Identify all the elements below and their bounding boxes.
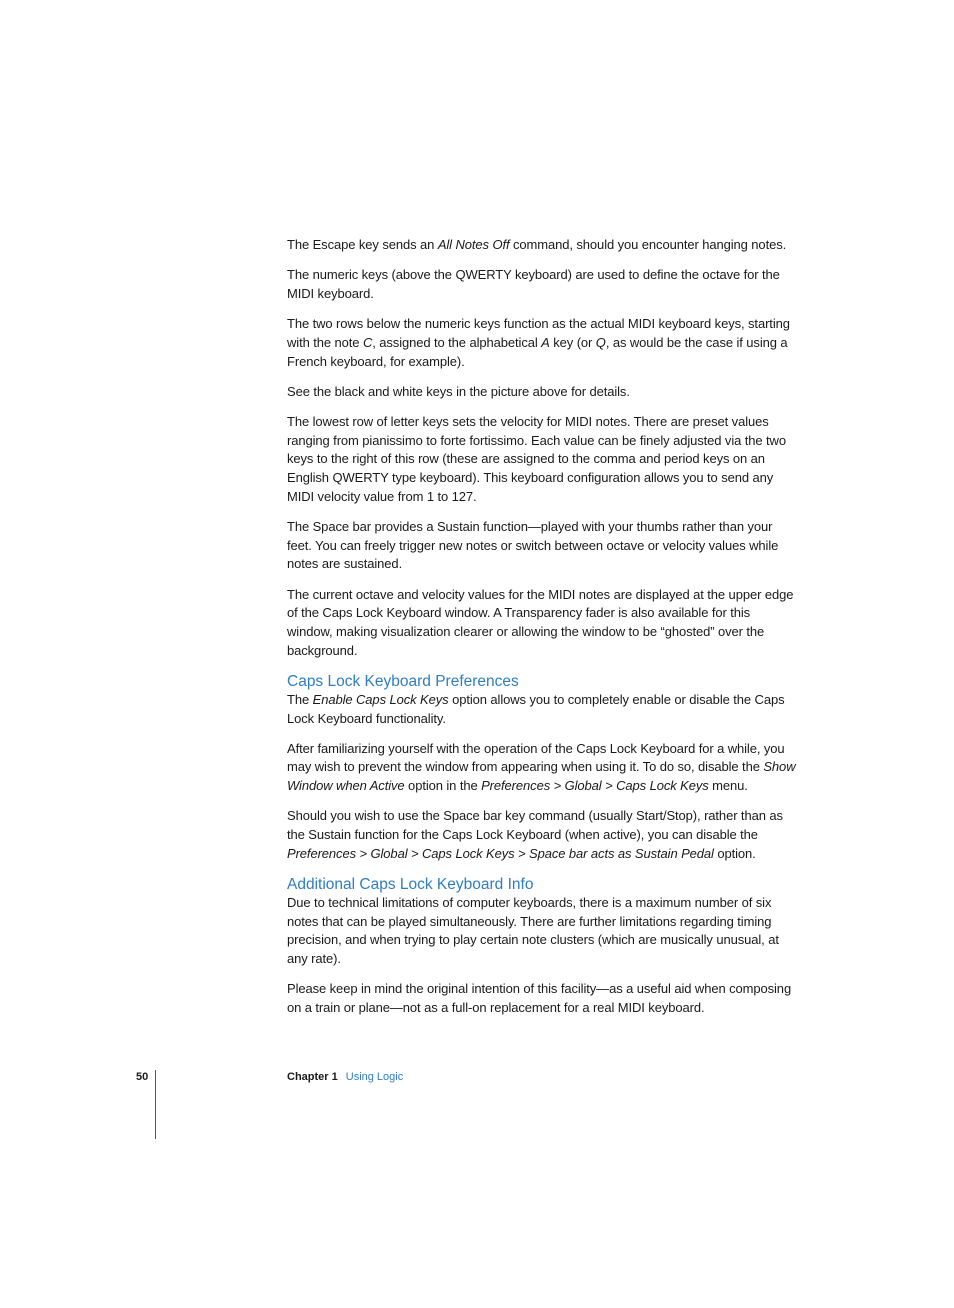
body-paragraph <box>287 518 797 574</box>
page-number: 50 <box>136 1071 149 1083</box>
text-run: option in the <box>404 778 482 794</box>
italic-term: C <box>362 334 373 350</box>
text-run: The <box>287 691 313 707</box>
text-run: The two rows below the numeric keys function as the actual MIDI keyboard keys, starting with the note <box>287 316 790 350</box>
text-run: The Space bar provides a Sustain function—played with your thumbs rather than your feet. You can freely trigger new notes or switch between octave or velocity values while notes are sustained. <box>287 518 779 572</box>
body-paragraph <box>287 807 797 863</box>
text-run: , assigned to the alphabetical <box>372 334 542 350</box>
body-paragraph <box>287 980 797 1017</box>
italic-term: Preferences > Global > Caps Lock Keys > Space bar acts as Sustain Pedal <box>287 845 714 861</box>
body-paragraph <box>287 236 797 255</box>
italic-term: Preferences > Global > Caps Lock Keys <box>481 778 709 794</box>
text-run: option allows you to completely enable or disable the Caps Lock Keyboard functionality. <box>287 691 785 726</box>
text-run: The numeric keys (above the QWERTY keyboard) are used to define the octave for the MIDI keyboard. <box>287 267 780 301</box>
italic-term: Enable Caps Lock Keys <box>312 691 449 707</box>
italic-term: Q <box>595 334 606 350</box>
body-paragraph <box>287 740 797 796</box>
body-paragraph <box>287 894 797 969</box>
text-run: command, should you encounter hanging notes. <box>509 237 787 252</box>
italic-term: Show Window when Active <box>287 759 796 794</box>
body-paragraph <box>287 691 797 728</box>
footer-divider <box>155 1070 156 1139</box>
page-body <box>287 236 797 1029</box>
text-run: The Escape key sends an <box>287 237 438 252</box>
italic-term: All Notes Off <box>437 237 510 252</box>
chapter-title-link[interactable]: Using Logic <box>345 1071 404 1083</box>
body-paragraph <box>287 383 797 402</box>
footer-chapter <box>287 1070 403 1085</box>
text-run: , as would be the case if using a French keyboard, for example). <box>287 334 788 369</box>
text-run: key (or <box>549 334 596 350</box>
body-paragraph <box>287 586 797 661</box>
chapter-label: Chapter 1 <box>287 1071 338 1083</box>
section-heading: Additional Caps Lock Keyboard Info <box>287 875 534 893</box>
text-run: See the black and white keys in the picture above for details. <box>287 383 630 399</box>
text-run: Should you wish to use the Space bar key command (usually Start/Stop), rather than as the Sustain function for the Caps Lock Keyboard (when active), you can disable the <box>287 808 783 843</box>
section-heading: Caps Lock Keyboard Preferences <box>287 672 519 690</box>
text-run: Please keep in mind the original intention of this facility—as a useful aid when composing on a train or plane—not as a full-on replacement for a real MIDI keyboard. <box>287 981 792 1015</box>
body-paragraph <box>287 266 797 303</box>
text-run: Due to technical limitations of computer keyboards, there is a maximum number of six notes that can be played simultaneously. There are further limitations regarding timing precision, and when trying to play certain note clusters (which are musically unusual, at any rate). <box>287 894 779 967</box>
italic-term: A <box>541 334 550 350</box>
text-run: option. <box>713 845 756 861</box>
text-run: The current octave and velocity values for the MIDI notes are displayed at the upper edge of the Caps Lock Keyboard window. A Transparency fader is also available for this window, making visualization clearer or allowing the window to be “ghosted” over the background. <box>287 586 794 658</box>
body-paragraph <box>287 413 797 507</box>
text-run: The lowest row of letter keys sets the velocity for MIDI notes. There are preset values ranging from pianissimo to forte fortissimo. Each value can be finely adjusted via the two keys to the right of this row (these are assigned to the comma and period keys on an English QWERTY type keyboard). This keyboard configuration allows you to send any MIDI velocity value from 1 to 127. <box>287 413 786 504</box>
text-run: menu. <box>708 778 748 794</box>
body-paragraph <box>287 315 797 371</box>
text-run: After familiarizing yourself with the operation of the Caps Lock Keyboard for a while, you may wish to prevent the window from appearing when using it. To do so, disable the <box>287 740 785 775</box>
